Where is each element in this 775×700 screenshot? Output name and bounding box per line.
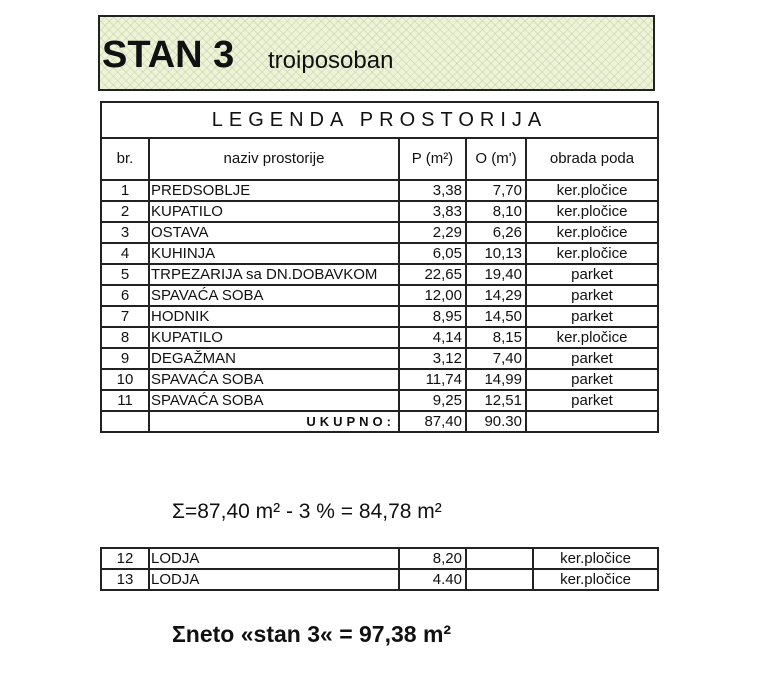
table-row: [101, 264, 658, 285]
room-perimeter: 8,15: [466, 327, 526, 348]
floor-finish: ker.pločice: [533, 548, 658, 569]
room-perimeter: 6,26: [466, 222, 526, 243]
row-number: 2: [101, 201, 149, 222]
floor-finish: ker.pločice: [526, 327, 658, 348]
floor-finish: parket: [526, 285, 658, 306]
room-name: SPAVAĆA SOBA: [149, 390, 399, 411]
room-perimeter: 14,99: [466, 369, 526, 390]
room-name: LODJA: [149, 569, 399, 590]
room-legend-table: [100, 101, 659, 433]
room-name: SPAVAĆA SOBA: [149, 285, 399, 306]
room-area: 22,65: [399, 264, 466, 285]
row-number: 9: [101, 348, 149, 369]
row-number: 11: [101, 390, 149, 411]
room-area: 2,29: [399, 222, 466, 243]
table-row: [101, 348, 658, 369]
floor-finish: ker.pločice: [526, 222, 658, 243]
row-number: 12: [101, 548, 149, 569]
room-perimeter: 7,40: [466, 348, 526, 369]
room-area: 11,74: [399, 369, 466, 390]
room-name: KUPATILO: [149, 327, 399, 348]
row-number: 1: [101, 180, 149, 201]
row-number: 3: [101, 222, 149, 243]
floor-finish: parket: [526, 369, 658, 390]
apartment-title: STAN 3: [102, 34, 235, 76]
header-br: br.: [101, 138, 149, 180]
table-row: [101, 327, 658, 348]
row-number: 4: [101, 243, 149, 264]
table-row: [101, 306, 658, 327]
room-name: KUPATILO: [149, 201, 399, 222]
room-area: 3,12: [399, 348, 466, 369]
row-number: 7: [101, 306, 149, 327]
total-perimeter: 90.30: [466, 411, 526, 432]
header-floor: obrada poda: [526, 138, 658, 180]
table-row: [101, 180, 658, 201]
row-number: 10: [101, 369, 149, 390]
area-reduction-calculation: Σ=87,40 m² - 3 % = 84,78 m²: [172, 500, 442, 523]
room-area: 12,00: [399, 285, 466, 306]
floor-finish: parket: [526, 264, 658, 285]
floor-finish: ker.pločice: [526, 243, 658, 264]
floor-finish: parket: [526, 348, 658, 369]
row-number: 8: [101, 327, 149, 348]
row-number: 13: [101, 569, 149, 590]
room-perimeter: 14,29: [466, 285, 526, 306]
table-row: [101, 201, 658, 222]
table-row: [101, 548, 658, 569]
room-perimeter: 12,51: [466, 390, 526, 411]
apartment-type: troiposoban: [268, 47, 394, 74]
header-name: naziv prostorije: [149, 138, 399, 180]
room-area: 3,83: [399, 201, 466, 222]
floor-finish: ker.pločice: [526, 180, 658, 201]
room-perimeter: 7,70: [466, 180, 526, 201]
net-area-total: Σneto «stan 3« = 97,38 m²: [172, 621, 452, 647]
room-name: PREDSOBLJE: [149, 180, 399, 201]
row-number: 6: [101, 285, 149, 306]
room-area: 9,25: [399, 390, 466, 411]
room-name: KUHINJA: [149, 243, 399, 264]
table-header: [101, 138, 658, 180]
room-area: 3,38: [399, 180, 466, 201]
room-name: HODNIK: [149, 306, 399, 327]
total-label: UKUPNO:: [149, 411, 399, 432]
room-area: 8,95: [399, 306, 466, 327]
room-area: 8,20: [399, 548, 466, 569]
room-perimeter: 19,40: [466, 264, 526, 285]
table-row: [101, 285, 658, 306]
room-name: TRPEZARIJA sa DN.DOBAVKOM: [149, 264, 399, 285]
room-area: 4.40: [399, 569, 466, 590]
table-row: [101, 390, 658, 411]
room-perimeter: 14,50: [466, 306, 526, 327]
room-name: LODJA: [149, 548, 399, 569]
room-area: 4,14: [399, 327, 466, 348]
legend-caption: LEGENDA PROSTORIJA: [101, 102, 658, 138]
header-perimeter: O (m'): [466, 138, 526, 180]
room-perimeter: 8,10: [466, 201, 526, 222]
total-row: [101, 411, 658, 432]
table-row: [101, 222, 658, 243]
row-number: 5: [101, 264, 149, 285]
floor-finish: parket: [526, 306, 658, 327]
total-area: 87,40: [399, 411, 466, 432]
floor-finish: parket: [526, 390, 658, 411]
room-area: 6,05: [399, 243, 466, 264]
room-name: SPAVAĆA SOBA: [149, 369, 399, 390]
header-area: P (m²): [399, 138, 466, 180]
room-name: DEGAŽMAN: [149, 348, 399, 369]
apartment-title-box: [98, 15, 655, 91]
room-perimeter: [466, 569, 533, 590]
table-row: [101, 569, 658, 590]
floor-finish: ker.pločice: [533, 569, 658, 590]
table-row: [101, 369, 658, 390]
loggia-table: [100, 547, 659, 591]
room-name: OSTAVA: [149, 222, 399, 243]
floor-finish: ker.pločice: [526, 201, 658, 222]
table-row: [101, 243, 658, 264]
room-perimeter: [466, 548, 533, 569]
room-perimeter: 10,13: [466, 243, 526, 264]
